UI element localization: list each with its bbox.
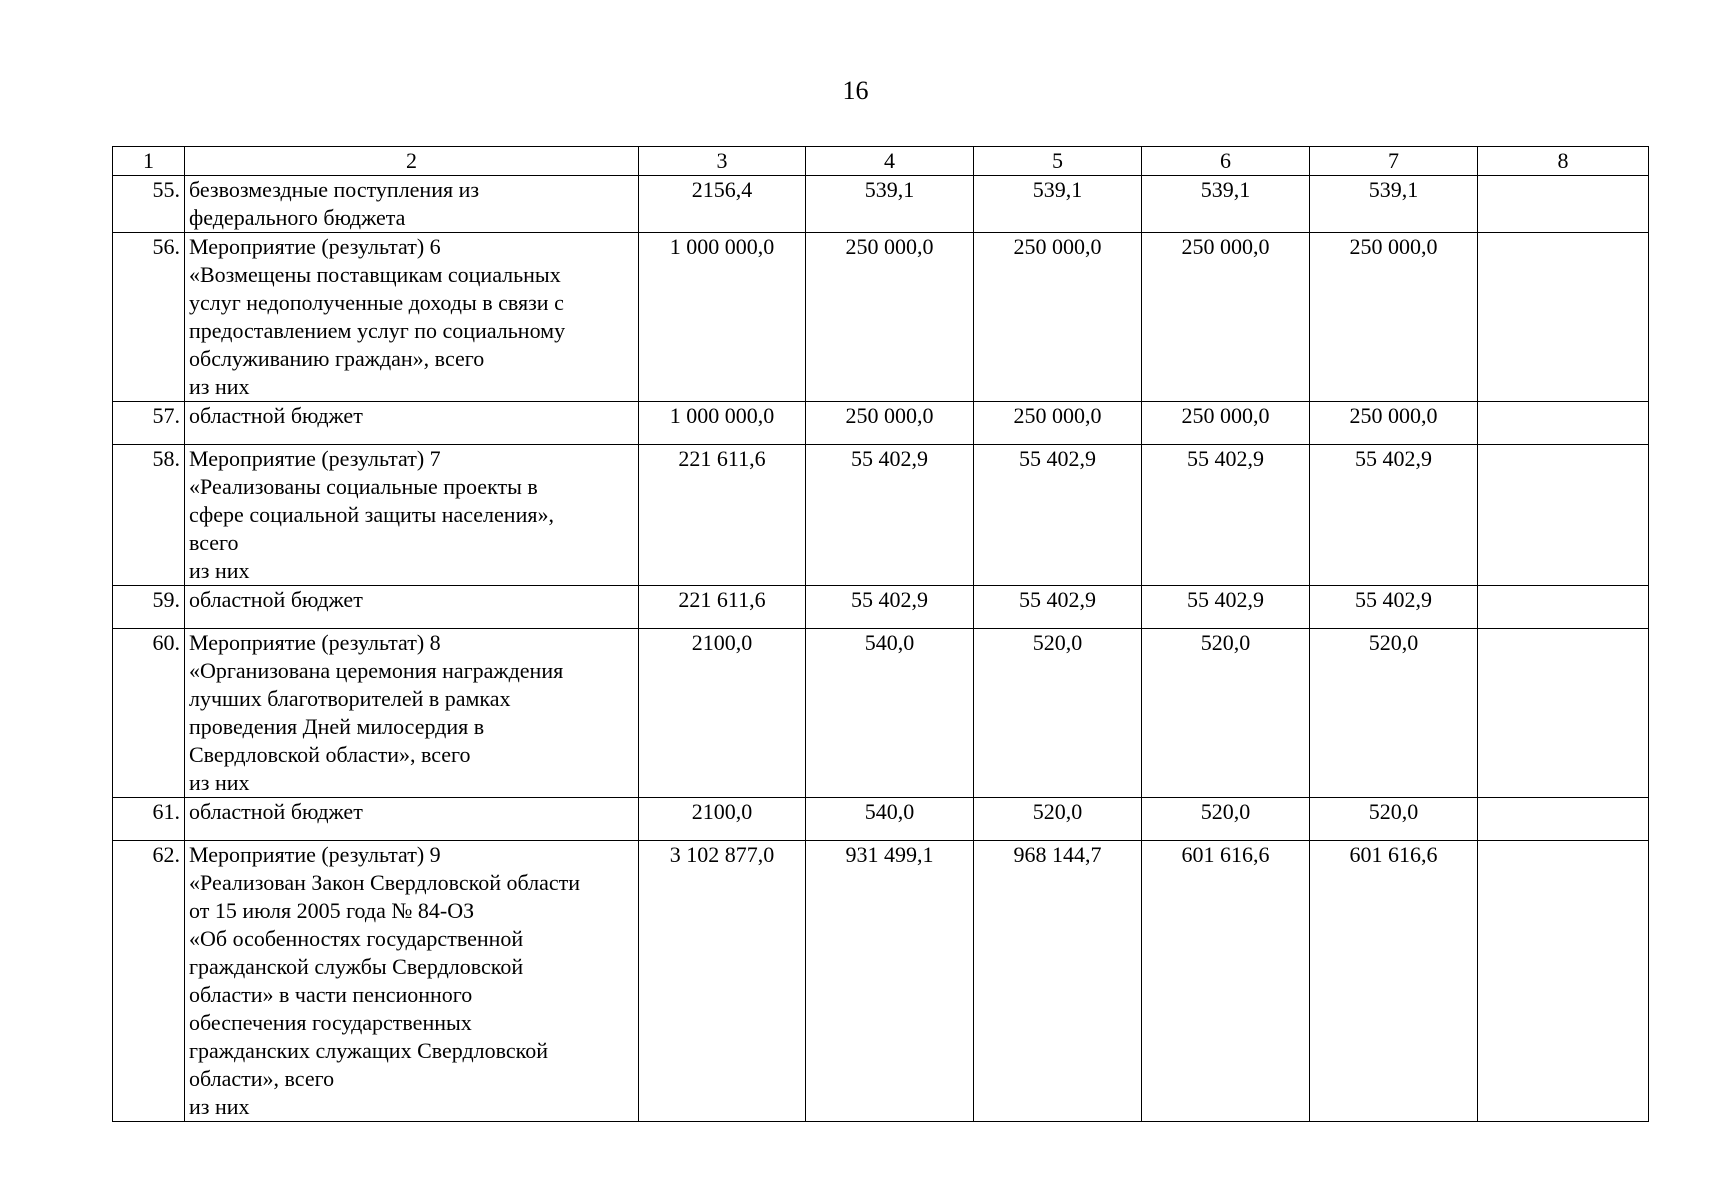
description-line: области», всего xyxy=(189,1066,335,1091)
value-col-6: 601 616,6 xyxy=(1142,841,1310,1122)
value-col-5: 55 402,9 xyxy=(974,445,1142,586)
value-col-3: 2100,0 xyxy=(639,629,806,798)
row-number: 62. xyxy=(113,841,185,1122)
description-line: Мероприятие (результат) 8 xyxy=(189,630,441,655)
column-header-1: 1 xyxy=(113,147,185,176)
row-description xyxy=(185,176,639,233)
value-col-4: 55 402,9 xyxy=(806,445,974,586)
description-line: обеспечения государственных xyxy=(189,1010,472,1035)
description-line: Мероприятие (результат) 7 xyxy=(189,446,441,471)
value-col-4: 250 000,0 xyxy=(806,402,974,445)
value-col-8 xyxy=(1478,798,1649,841)
table-row xyxy=(113,586,1649,629)
description-line: всего xyxy=(189,530,239,555)
column-header-5: 5 xyxy=(974,147,1142,176)
description-line: обслуживанию граждан», всего xyxy=(189,346,485,371)
value-col-6: 539,1 xyxy=(1142,176,1310,233)
description-line: из них xyxy=(189,558,250,583)
budget-table xyxy=(112,146,1649,1122)
value-col-5: 520,0 xyxy=(974,798,1142,841)
value-col-5: 539,1 xyxy=(974,176,1142,233)
description-line: Мероприятие (результат) 9 xyxy=(189,842,441,867)
value-col-5: 250 000,0 xyxy=(974,233,1142,402)
value-col-3: 221 611,6 xyxy=(639,445,806,586)
description-line: из них xyxy=(189,1094,250,1119)
row-number: 61. xyxy=(113,798,185,841)
value-col-7: 250 000,0 xyxy=(1310,233,1478,402)
value-col-7: 55 402,9 xyxy=(1310,445,1478,586)
description-line: Свердловской области», всего xyxy=(189,742,471,767)
description-line: «Реализован Закон Свердловской области xyxy=(189,870,581,895)
description-line: областной бюджет xyxy=(189,403,363,428)
row-description xyxy=(185,402,639,445)
row-description xyxy=(185,233,639,402)
description-line: услуг недополученные доходы в связи с xyxy=(189,290,564,315)
table-row xyxy=(113,176,1649,233)
description-line: областной бюджет xyxy=(189,799,363,824)
header-row xyxy=(113,147,1649,176)
row-number: 58. xyxy=(113,445,185,586)
value-col-8 xyxy=(1478,629,1649,798)
value-col-3: 221 611,6 xyxy=(639,586,806,629)
table-row xyxy=(113,629,1649,798)
description-line: гражданских служащих Свердловской xyxy=(189,1038,549,1063)
value-col-6: 55 402,9 xyxy=(1142,586,1310,629)
value-col-3: 2156,4 xyxy=(639,176,806,233)
value-col-6: 250 000,0 xyxy=(1142,233,1310,402)
value-col-8 xyxy=(1478,841,1649,1122)
description-line: «Возмещены поставщикам социальных xyxy=(189,262,561,287)
table-row xyxy=(113,233,1649,402)
description-line: Мероприятие (результат) 6 xyxy=(189,234,441,259)
description-line: «Организована церемония награждения xyxy=(189,658,564,683)
description-line: лучших благотворителей в рамках xyxy=(189,686,511,711)
table-body xyxy=(113,176,1649,1122)
column-header-6: 6 xyxy=(1142,147,1310,176)
column-header-3: 3 xyxy=(639,147,806,176)
value-col-7: 520,0 xyxy=(1310,629,1478,798)
row-description xyxy=(185,586,639,629)
value-col-7: 601 616,6 xyxy=(1310,841,1478,1122)
value-col-7: 55 402,9 xyxy=(1310,586,1478,629)
value-col-4: 540,0 xyxy=(806,629,974,798)
value-col-6: 520,0 xyxy=(1142,629,1310,798)
value-col-8 xyxy=(1478,176,1649,233)
table-row xyxy=(113,402,1649,445)
value-col-6: 520,0 xyxy=(1142,798,1310,841)
row-number: 55. xyxy=(113,176,185,233)
value-col-3: 3 102 877,0 xyxy=(639,841,806,1122)
description-line: области» в части пенсионного xyxy=(189,982,473,1007)
value-col-3: 1 000 000,0 xyxy=(639,402,806,445)
column-header-7: 7 xyxy=(1310,147,1478,176)
value-col-6: 55 402,9 xyxy=(1142,445,1310,586)
value-col-4: 540,0 xyxy=(806,798,974,841)
description-line: федерального бюджета xyxy=(189,205,406,230)
value-col-8 xyxy=(1478,233,1649,402)
row-description xyxy=(185,798,639,841)
page-number: 16 xyxy=(842,76,869,105)
description-line: сфере социальной защиты населения», xyxy=(189,502,554,527)
value-col-5: 968 144,7 xyxy=(974,841,1142,1122)
description-line: областной бюджет xyxy=(189,587,363,612)
value-col-8 xyxy=(1478,445,1649,586)
value-col-7: 520,0 xyxy=(1310,798,1478,841)
value-col-8 xyxy=(1478,586,1649,629)
value-col-7: 250 000,0 xyxy=(1310,402,1478,445)
value-col-5: 520,0 xyxy=(974,629,1142,798)
row-number: 56. xyxy=(113,233,185,402)
description-line: «Реализованы социальные проекты в xyxy=(189,474,538,499)
value-col-5: 55 402,9 xyxy=(974,586,1142,629)
description-line: из них xyxy=(189,374,250,399)
table-row xyxy=(113,445,1649,586)
value-col-4: 931 499,1 xyxy=(806,841,974,1122)
description-line: из них xyxy=(189,770,250,795)
row-description xyxy=(185,445,639,586)
row-number: 57. xyxy=(113,402,185,445)
value-col-7: 539,1 xyxy=(1310,176,1478,233)
description-line: «Об особенностях государственной xyxy=(189,926,524,951)
row-description xyxy=(185,841,639,1122)
value-col-4: 539,1 xyxy=(806,176,974,233)
table-row xyxy=(113,798,1649,841)
value-col-3: 1 000 000,0 xyxy=(639,233,806,402)
value-col-4: 55 402,9 xyxy=(806,586,974,629)
value-col-6: 250 000,0 xyxy=(1142,402,1310,445)
description-line: проведения Дней милосердия в xyxy=(189,714,485,739)
row-description xyxy=(185,629,639,798)
description-line: гражданской службы Свердловской xyxy=(189,954,524,979)
description-line: предоставлением услуг по социальному xyxy=(189,318,566,343)
row-number: 59. xyxy=(113,586,185,629)
column-header-4: 4 xyxy=(806,147,974,176)
table-row xyxy=(113,841,1649,1122)
description-line: безвозмездные поступления из xyxy=(189,177,480,202)
value-col-4: 250 000,0 xyxy=(806,233,974,402)
column-header-8: 8 xyxy=(1478,147,1649,176)
value-col-8 xyxy=(1478,402,1649,445)
value-col-3: 2100,0 xyxy=(639,798,806,841)
row-number: 60. xyxy=(113,629,185,798)
value-col-5: 250 000,0 xyxy=(974,402,1142,445)
description-line: от 15 июля 2005 года № 84-ОЗ xyxy=(189,898,475,923)
column-header-2: 2 xyxy=(185,147,639,176)
